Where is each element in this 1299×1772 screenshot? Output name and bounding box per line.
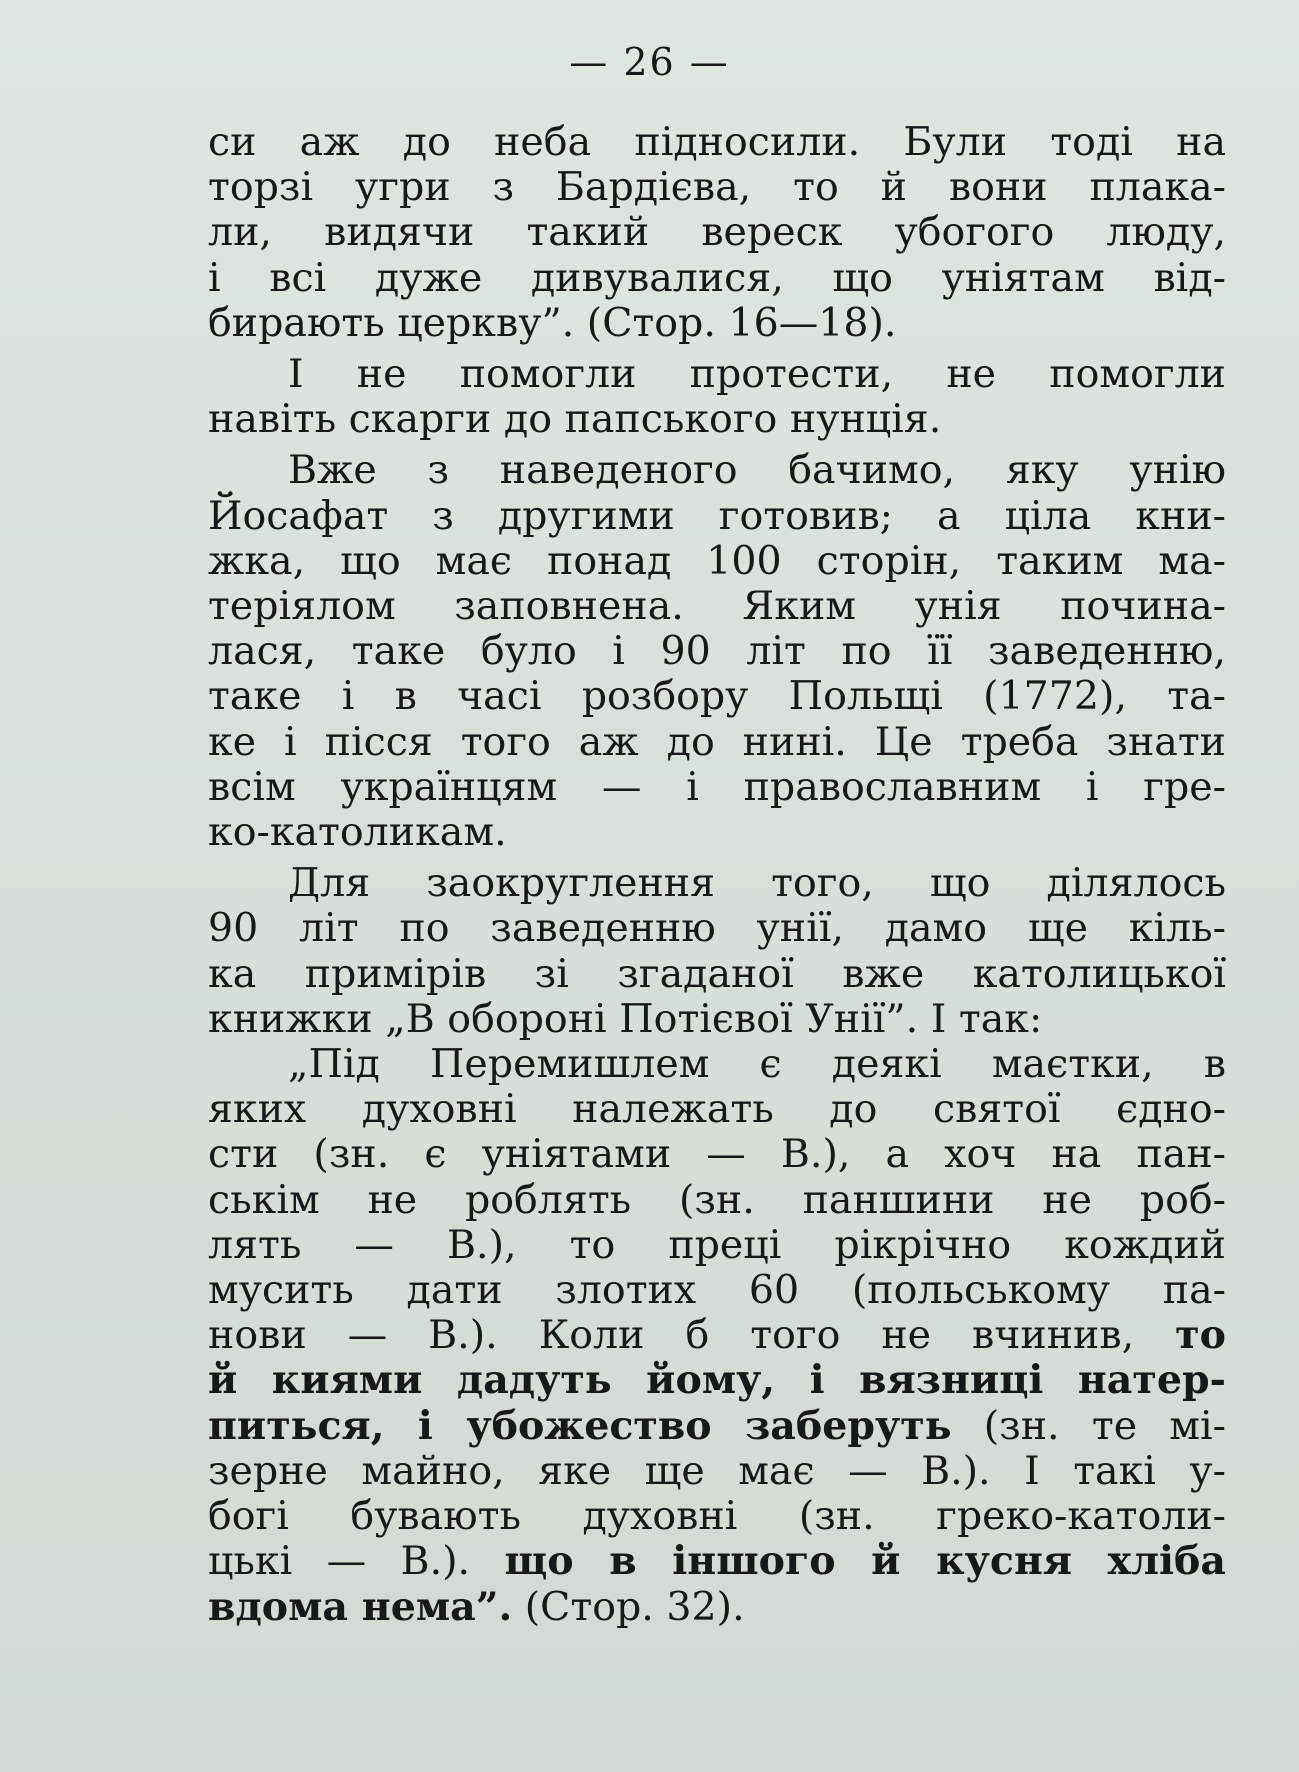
text-line bbox=[208, 1539, 1226, 1584]
text-line bbox=[208, 1585, 1226, 1630]
text-line: Вже з наведеного бачимо, яку унію bbox=[288, 447, 1226, 494]
text-line: І не помогли протести, не помогли bbox=[288, 351, 1226, 398]
text-line: зерне майно, яке ще має — В.). І такі у- bbox=[208, 1447, 1226, 1494]
text-line: торзі угри з Бардієва, то й вони плака- bbox=[208, 164, 1226, 211]
text-line: ко-католикам. bbox=[208, 809, 507, 856]
text-span: нови — В.). Коли б того не вчинив, bbox=[208, 1312, 1176, 1359]
paragraph-4 bbox=[208, 861, 1226, 1042]
page-number: — 26 — bbox=[569, 40, 730, 84]
text-line: лася, таке було і 90 літ по її заведенню, bbox=[208, 628, 1226, 675]
text-line: бирають церкву”. (Стор. 16—18). bbox=[208, 299, 897, 346]
paragraph-1 bbox=[208, 120, 1226, 346]
text-line: мусить дати злотих 60 (польському па- bbox=[208, 1267, 1226, 1314]
text-line: Йосафат з другими готовив; а ціла кни- bbox=[208, 492, 1226, 539]
text-line: ськім не роблять (зн. паншини не роб- bbox=[208, 1176, 1226, 1223]
text-span: цькі — В.). bbox=[208, 1538, 505, 1585]
paragraph-3 bbox=[208, 448, 1226, 855]
text-line: „Під Перемишлем є деякі маєтки, в bbox=[288, 1041, 1226, 1088]
text-line: і всі дуже дивувалися, що уніятам від- bbox=[208, 254, 1226, 301]
body-text bbox=[208, 120, 1226, 1630]
text-line bbox=[208, 1358, 1226, 1403]
text-line: си аж до неба підносили. Були тоді на bbox=[208, 119, 1226, 165]
paragraph-5-quote bbox=[208, 1042, 1226, 1630]
bold-text: вдома нема”. bbox=[208, 1583, 513, 1630]
text-line: книжки „В обороні Потієвої Унії”. І так: bbox=[208, 995, 1043, 1042]
text-span: (Стор. 32). bbox=[512, 1583, 745, 1630]
text-line: сти (зн. є уніятами — В.), а хоч на пан- bbox=[208, 1131, 1226, 1178]
text-span: (зн. те мі- bbox=[951, 1402, 1226, 1449]
bold-text: питься, і убожество заберуть bbox=[208, 1402, 952, 1449]
text-line: богі бувають духовні (зн. греко-католи- bbox=[208, 1493, 1226, 1540]
text-line: ке і пісся того аж до нині. Це треба знати bbox=[208, 718, 1226, 765]
text-line: жка, що має понад 100 сторін, таким ма- bbox=[208, 537, 1226, 584]
text-line: таке і в часі розбору Польщі (1772), та- bbox=[208, 673, 1226, 720]
text-line bbox=[208, 1404, 1226, 1449]
text-line: яких духовні належать до святої єдно- bbox=[208, 1086, 1226, 1133]
text-line: теріялом заповнена. Яким унія почина- bbox=[208, 583, 1226, 630]
text-line: навіть скарги до папського нунція. bbox=[208, 396, 942, 443]
text-line: лять — В.), то преці рікрічно кождий bbox=[208, 1221, 1226, 1268]
bold-text: й киями дадуть йому, і вязниці натер- bbox=[208, 1357, 1226, 1404]
text-line: ка примірів зі згаданої вже католицької bbox=[208, 950, 1226, 997]
paragraph-2 bbox=[208, 352, 1226, 442]
text-line: всім українцям — і православним і гре- bbox=[208, 763, 1226, 810]
bold-text: що в іншого й кусня хліба bbox=[504, 1538, 1226, 1585]
text-line: Для заокруглення того, що ділялось bbox=[288, 860, 1226, 907]
text-line bbox=[208, 1313, 1226, 1358]
bold-text: то bbox=[1175, 1312, 1226, 1359]
text-line: 90 літ по заведенню унії, дамо ще кіль- bbox=[208, 905, 1226, 952]
text-line: ли, видячи такий вереск убогого люду, bbox=[208, 209, 1226, 256]
